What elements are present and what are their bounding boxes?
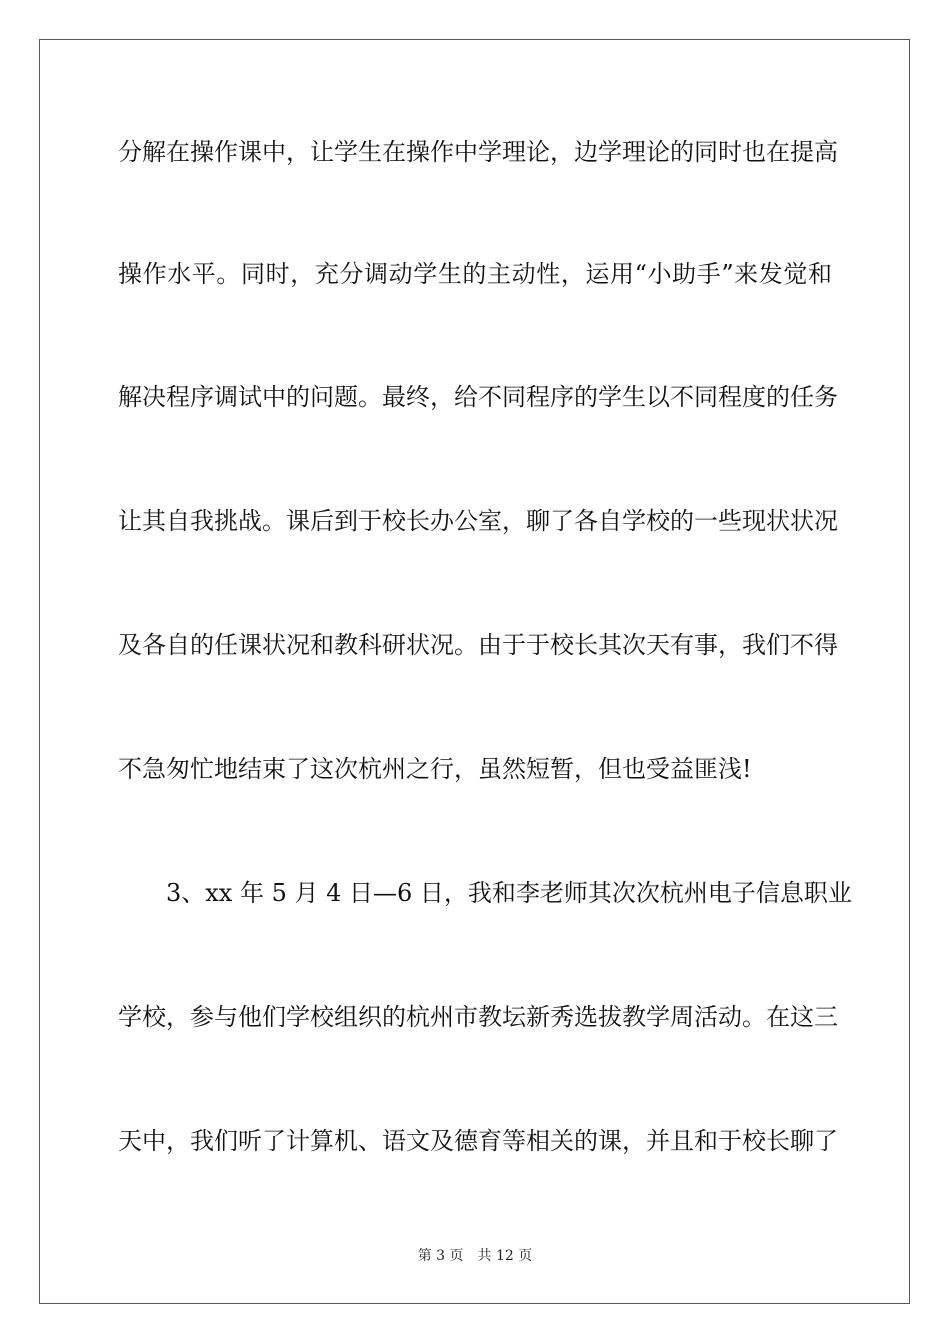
paragraph-line-1: 分解在操作课中，让学生在操作中学理论，边学理论的同时也在提高 — [118, 138, 838, 166]
paragraph-line-5: 及各自的任课状况和教科研状况。由于于校长其次天有事，我们不得 — [118, 631, 838, 659]
page-border — [39, 39, 910, 1304]
paragraph-line-2: 操作水平。同时，充分调动学生的主动性，运用“小助手”来发觉和 — [118, 260, 832, 288]
page-footer: 第 3 页 共 12 页 — [417, 1248, 533, 1264]
paragraph-line-7: 3、xx 年 5 月 4 日—6 日，我和李老师其次次杭州电子信息职业 — [166, 879, 852, 907]
paragraph-line-4: 让其自我挑战。课后到于校长办公室，聊了各自学校的一些现状状况 — [118, 507, 838, 535]
paragraph-line-6: 不急匆忙地结束了这次杭州之行，虽然短暂，但也受益匪浅! — [118, 755, 752, 783]
paragraph-line-3: 解决程序调试中的问题。最终，给不同程序的学生以不同程度的任务 — [118, 383, 838, 411]
paragraph-line-8: 学校，参与他们学校组织的杭州市教坛新秀选拔教学周活动。在这三 — [118, 1003, 838, 1031]
paragraph-line-9: 天中，我们听了计算机、语文及德育等相关的课，并且和于校长聊了 — [118, 1127, 838, 1155]
